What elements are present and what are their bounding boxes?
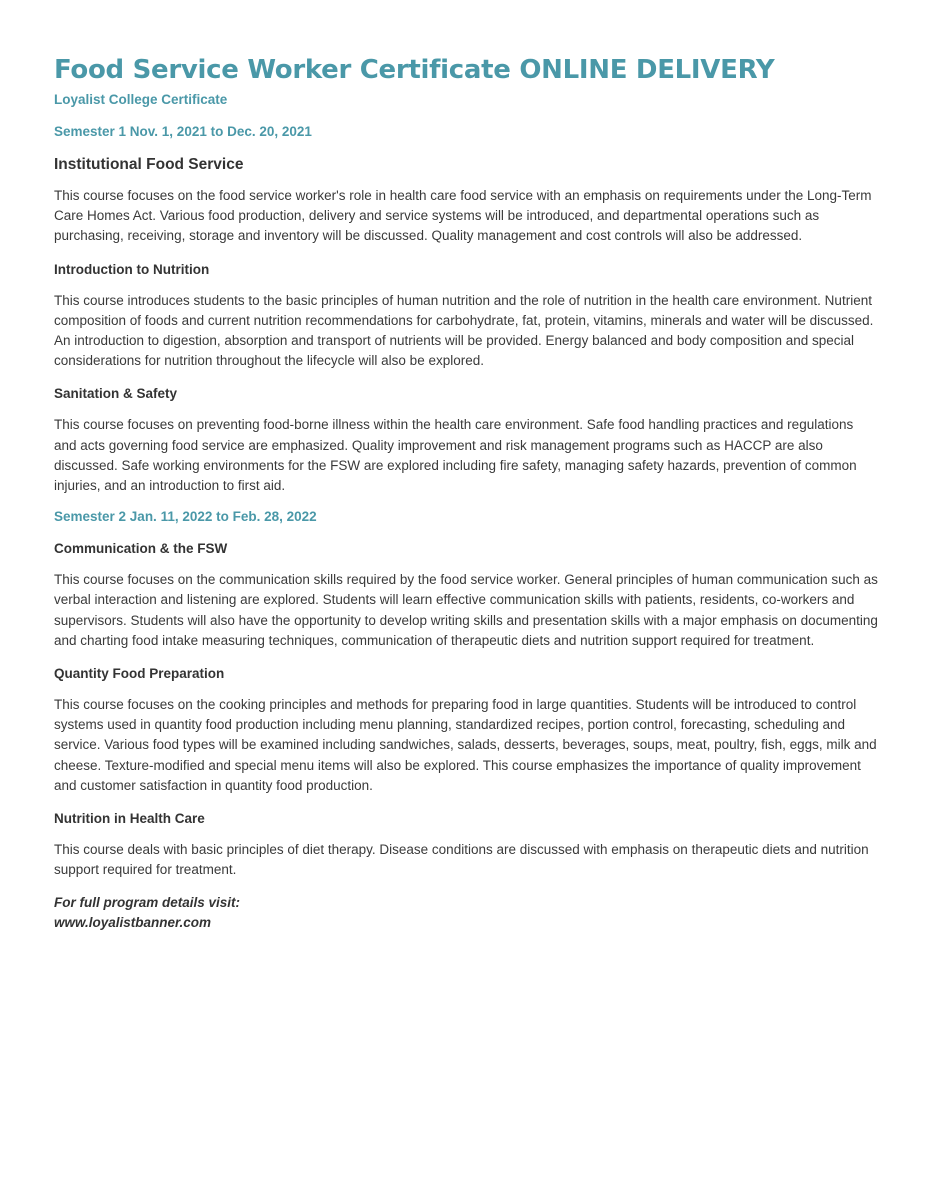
course-title-sanitation-safety: Sanitation & Safety <box>54 386 178 402</box>
page-subtitle: Loyalist College Certificate <box>54 92 228 107</box>
course-description-communication-fsw: This course focuses on the communication skills required by the food service worker. General principles of human communication such as verbal interaction and listening are explored. Students will learn effective communication skills with patients, residents, co-workers and supervisors. Students will also have the opportunity to develop writing skills and presentation skills with a major emphasis on documenting and charting food intake measuring techniques, communication of therapeutic diets and nutrition support required for treatment. <box>54 572 878 648</box>
course-title-communication-fsw: Communication & the FSW <box>54 541 228 557</box>
course-description-sanitation-safety: This course focuses on preventing food-borne illness within the health care environment. Safe food handling practices and regulations and acts governing food service are emphasized. Quality improvement and risk management programs such as HACCP are also discussed. Safe working environments for the FSW are explored including fire safety, managing safety hazards, prevention of common injuries, and an introduction to first aid. <box>54 417 857 494</box>
page-title: Food Service Worker Certificate ONLINE DELIVERY <box>54 55 775 85</box>
program-details-url[interactable]: www.loyalistbanner.com <box>54 915 212 931</box>
program-details-prompt: For full program details visit: <box>54 895 241 911</box>
course-description-nutrition-in-health-care: This course deals with basic principles of diet therapy. Disease conditions are discussed with emphasis on therapeutic diets and nutrition support required for treatment. <box>54 842 869 878</box>
semester-2-heading: Semester 2 Jan. 11, 2022 to Feb. 28, 2022 <box>54 509 317 525</box>
course-description-quantity-food-preparation: This course focuses on the cooking principles and methods for preparing food in large quantities. Students will be introduced to control systems used in quantity food production including menu planning, standardized recipes, portion control, forecasting, scheduling and service. Various food types will be examined including sandwiches, salads, desserts, beverages, soups, meat, poultry, fish, eggs, milk and cheese. Texture-modified and special menu items will also be explored. This course emphasizes the importance of quality improvement and customer satisfaction in quantity food production. <box>54 697 877 793</box>
course-title-nutrition-in-health-care: Nutrition in Health Care <box>54 811 205 827</box>
course-description-institutional-food-service: This course focuses on the food service worker's role in health care food service with an emphasis on requirements under the Long-Term Care Homes Act. Various food production, delivery and service systems will be introduced, and departmental operations such as purchasing, receiving, storage and inventory will be discussed. Quality management and cost controls will also be addressed. <box>54 188 872 244</box>
program-details-footer <box>54 893 879 933</box>
course-title-institutional-food-service: Institutional Food Service <box>54 156 244 173</box>
course-description-introduction-to-nutrition: This course introduces students to the basic principles of human nutrition and the role of nutrition in the health care environment. Nutrient composition of foods and current nutrition recommendations for carbohydrate, fat, protein, vitamins, minerals and water will be discussed. An introduction to digestion, absorption and transport of nutrients will be provided. Energy balanced and body composition and special considerations for nutrition throughout the lifecycle will also be explored. <box>54 292 874 369</box>
semester-1-heading: Semester 1 Nov. 1, 2021 to Dec. 20, 2021 <box>54 124 312 139</box>
course-title-quantity-food-preparation: Quantity Food Preparation <box>54 666 225 682</box>
document-page <box>54 52 879 933</box>
course-title-introduction-to-nutrition: Introduction to Nutrition <box>54 261 210 277</box>
